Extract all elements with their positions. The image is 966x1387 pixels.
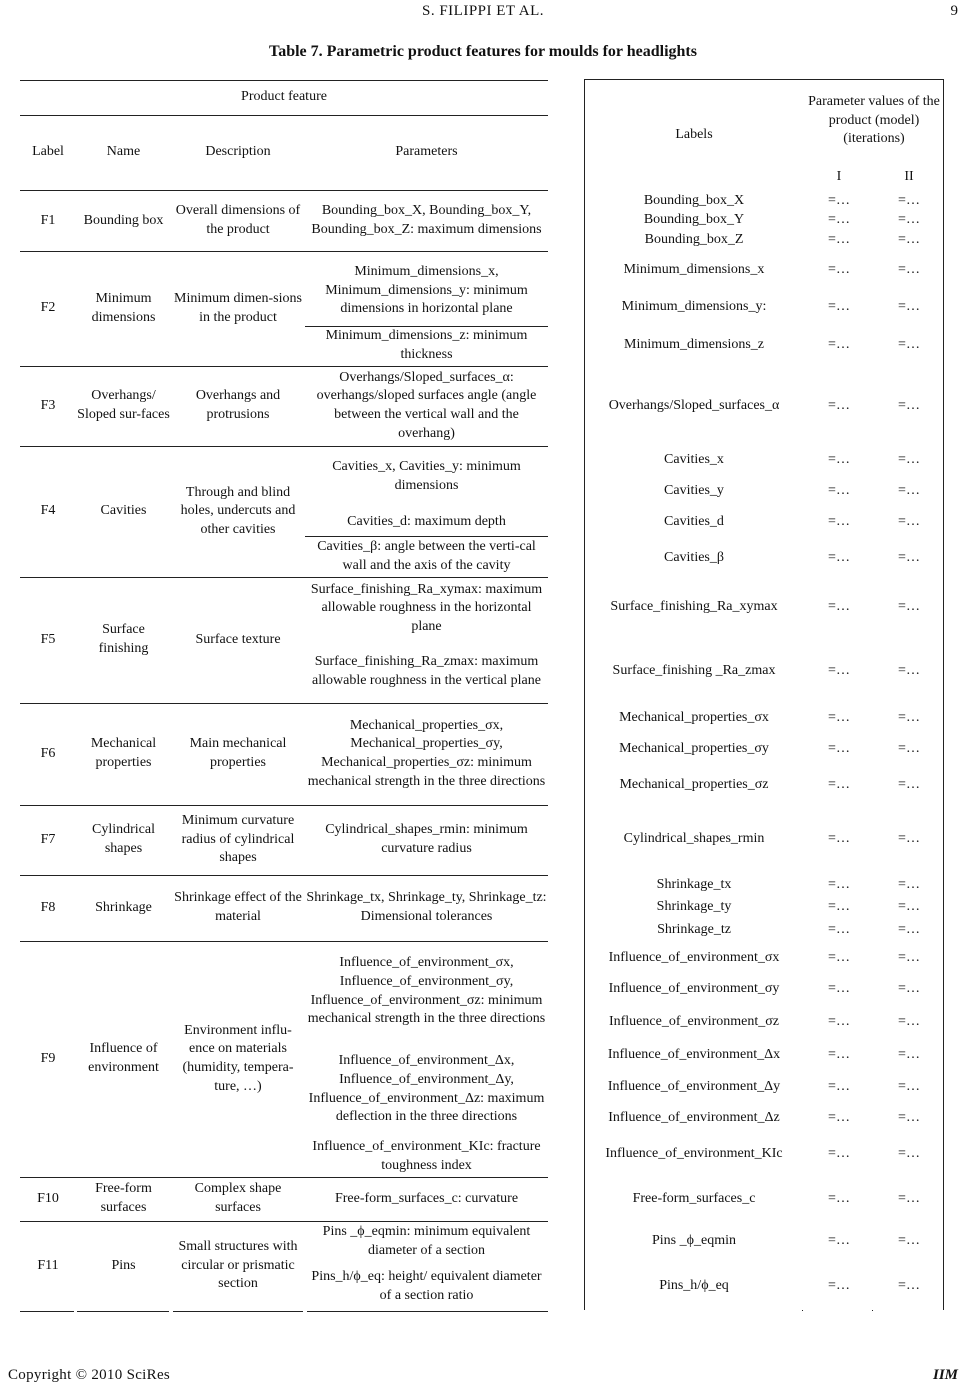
parameter-label: Mechanical_properties_σz xyxy=(619,776,769,792)
iteration-i-value: =… xyxy=(828,261,850,277)
iteration-i-value: =… xyxy=(828,662,850,678)
feature-parameter: Bounding_box_X, Bounding_box_Y, Bounding_box_Z: maximum dimensions xyxy=(311,203,542,237)
feature-parameter: Pins_h/ϕ_eq: height/ equivalent diameter of a section ratio xyxy=(311,1268,542,1303)
parameter-label: Cavities_x xyxy=(664,451,724,467)
iteration-i-value: =… xyxy=(828,1277,850,1293)
iteration-ii-value: =… xyxy=(898,549,920,565)
feature-name: Shrinkage xyxy=(95,899,152,915)
table-bottom-rule xyxy=(307,1311,548,1312)
parameter-label: Pins_h/ϕ_eq xyxy=(659,1277,729,1293)
feature-label: F1 xyxy=(40,212,56,228)
iteration-i-value: =… xyxy=(828,397,850,413)
parameter-label: Mechanical_properties_σy xyxy=(619,740,769,756)
feature-name: Mechanical properties xyxy=(90,736,157,770)
iteration-ii-value: =… xyxy=(898,211,920,227)
running-header: S. FILIPPI ET AL. xyxy=(422,3,544,19)
values-table-bottom-rule xyxy=(806,1310,872,1311)
iteration-ii-value: =… xyxy=(898,298,920,314)
parameter-label: Influence_of_environment_σy xyxy=(608,980,780,996)
feature-description: Shrinkage effect of the material xyxy=(174,890,302,924)
parameter-label: Shrinkage_tx xyxy=(656,876,732,892)
feature-name: Bounding box xyxy=(83,212,164,228)
feature-parameter: Overhangs/Sloped_surfaces_α: overhangs/sloped surfaces angle (angle between the vertical wall and the overhang) xyxy=(316,369,537,441)
column-header-parameter-values: Parameter values of the product (model) (iterations) xyxy=(808,94,940,147)
feature-name: Free-form surfaces xyxy=(95,1181,152,1215)
iteration-ii-value: =… xyxy=(898,921,920,937)
iteration-header-i: I xyxy=(836,168,842,184)
iteration-ii-value: =… xyxy=(898,1078,920,1094)
copyright-notice: Copyright © 2010 SciRes xyxy=(8,1367,171,1383)
feature-label: F10 xyxy=(37,1190,59,1206)
iteration-i-value: =… xyxy=(828,513,850,529)
iteration-ii-value: =… xyxy=(898,1145,920,1161)
table-bottom-rule xyxy=(77,1311,169,1312)
feature-label: F6 xyxy=(40,745,56,761)
iteration-ii-value: =… xyxy=(898,261,920,277)
iteration-i-value: =… xyxy=(828,298,850,314)
feature-name: Pins xyxy=(111,1257,136,1273)
parameter-label: Surface_finishing _Ra_zmax xyxy=(612,662,776,678)
feature-parameter: Influence_of_environment_Δx, Influence_of_environment_Δy, Influence_of_environment_Δz: maximum deflection in the three directions xyxy=(308,1053,545,1125)
iteration-ii-value: =… xyxy=(898,949,920,965)
iteration-ii-value: =… xyxy=(898,980,920,996)
iteration-ii-value: =… xyxy=(898,898,920,914)
iteration-ii-value: =… xyxy=(898,1013,920,1029)
iteration-ii-value: =… xyxy=(898,1232,920,1248)
feature-parameter: Free-form_surfaces_c: curvature xyxy=(334,1190,519,1206)
parameter-label: Influence_of_environment_Δy xyxy=(607,1078,781,1094)
parameter-label: Influence_of_environment_Δx xyxy=(607,1046,781,1062)
parameter-label: Cavities_d xyxy=(664,513,724,529)
feature-description: Overhangs and protrusions xyxy=(195,388,281,422)
parameter-label: Influence_of_environment_Δz xyxy=(608,1109,780,1125)
parameter-label: Influence_of_environment_KIc xyxy=(605,1145,783,1161)
feature-name: Minimum dimensions xyxy=(91,290,156,325)
iteration-ii-value: =… xyxy=(898,397,920,413)
feature-name: Cylindrical shapes xyxy=(92,822,155,856)
feature-parameter: Minimum_dimensions_x, Minimum_dimensions_y: minimum dimensions in horizontal plane xyxy=(325,264,528,317)
page-number: 9 xyxy=(950,3,958,19)
iteration-ii-value: =… xyxy=(898,662,920,678)
feature-parameter: Mechanical_properties_σx, Mechanical_properties_σy, Mechanical_properties_σz: minimum mechanical strength in the three directions xyxy=(307,717,546,789)
parameter-label: Mechanical_properties_σx xyxy=(619,709,769,725)
iteration-ii-value: =… xyxy=(898,876,920,892)
iteration-i-value: =… xyxy=(828,1013,850,1029)
column-header-parameters: Parameters xyxy=(395,144,458,160)
iteration-ii-value: =… xyxy=(898,1277,920,1293)
iteration-i-value: =… xyxy=(828,709,850,725)
parameter-label: Influence_of_environment_σx xyxy=(608,949,780,965)
parameter-label: Minimum_dimensions_x xyxy=(623,261,765,277)
iteration-i-value: =… xyxy=(828,830,850,846)
iteration-ii-value: =… xyxy=(898,192,920,208)
column-header-description: Description xyxy=(205,144,271,160)
feature-label: F9 xyxy=(40,1050,56,1066)
journal-abbreviation: IIM xyxy=(932,1367,958,1383)
parameter-label: Free-form_surfaces_c xyxy=(632,1190,756,1206)
column-header-label: Label xyxy=(32,144,64,160)
parameter-label: Influence_of_environment_σz xyxy=(608,1013,780,1029)
values-table-bottom-gap xyxy=(873,1308,876,1312)
feature-parameter: Surface_finishing_Ra_xymax: maximum allowable roughness in the horizontal plane xyxy=(310,581,543,634)
feature-parameter: Cavities_β: angle between the verti-cal wall and the axis of the cavity xyxy=(317,538,536,573)
feature-description: Complex shape surfaces xyxy=(194,1181,282,1215)
feature-parameter: Cavities_d: maximum depth xyxy=(347,513,506,529)
iteration-ii-value: =… xyxy=(898,451,920,467)
feature-label: F8 xyxy=(40,899,56,915)
iteration-i-value: =… xyxy=(828,949,850,965)
parameter-label: Bounding_box_Z xyxy=(644,231,744,247)
values-table-bottom-gap xyxy=(803,1308,806,1312)
feature-parameter: Minimum_dimensions_z: minimum thickness xyxy=(325,328,528,362)
feature-label: F5 xyxy=(40,631,56,647)
feature-label: F7 xyxy=(40,831,56,847)
iteration-ii-value: =… xyxy=(898,830,920,846)
table-bottom-rule xyxy=(20,1311,74,1312)
feature-parameter: Influence_of_environment_σx, Influence_of_environment_σy, Influence_of_environment_σz: minimum mechanical strength in the three directions xyxy=(307,955,546,1027)
iteration-ii-value: =… xyxy=(898,231,920,247)
iteration-i-value: =… xyxy=(828,336,850,352)
iteration-ii-value: =… xyxy=(898,482,920,498)
feature-label: F3 xyxy=(40,397,56,413)
group-header-product-feature: Product feature xyxy=(241,89,327,105)
feature-name: Influence of environment xyxy=(88,1041,159,1075)
feature-name: Surface finishing xyxy=(98,622,149,656)
feature-description: Minimum dimen-sions in the product xyxy=(174,290,302,325)
iteration-i-value: =… xyxy=(828,1078,850,1094)
iteration-i-value: =… xyxy=(828,898,850,914)
feature-description: Main mechanical properties xyxy=(189,736,287,770)
table-bottom-rule xyxy=(173,1311,303,1312)
column-header-name: Name xyxy=(106,144,141,160)
iteration-i-value: =… xyxy=(828,482,850,498)
feature-parameter: Influence_of_environment_KIc: fracture toughness index xyxy=(312,1139,541,1173)
iteration-ii-value: =… xyxy=(898,709,920,725)
feature-label: F4 xyxy=(40,503,56,519)
iteration-i-value: =… xyxy=(828,549,850,565)
iteration-ii-value: =… xyxy=(898,740,920,756)
iteration-i-value: =… xyxy=(828,231,850,247)
iteration-i-value: =… xyxy=(828,980,850,996)
feature-description: Through and blind holes, undercuts and other cavities xyxy=(180,484,296,537)
iteration-ii-value: =… xyxy=(898,513,920,529)
iteration-i-value: =… xyxy=(828,776,850,792)
feature-label: F11 xyxy=(37,1257,59,1273)
parameter-label: Pins _ϕ_eqmin xyxy=(652,1232,736,1248)
iteration-i-value: =… xyxy=(828,740,850,756)
iteration-i-value: =… xyxy=(828,921,850,937)
iteration-ii-value: =… xyxy=(898,1109,920,1125)
parameter-label: Minimum_dimensions_z xyxy=(624,336,764,352)
feature-parameter: Cylindrical_shapes_rmin: minimum curvature radius xyxy=(325,822,528,856)
feature-name: Cavities xyxy=(100,503,147,519)
iteration-i-value: =… xyxy=(828,451,850,467)
iteration-i-value: =… xyxy=(828,192,850,208)
parameter-label: Cavities_y xyxy=(664,482,724,498)
feature-parameter: Surface_finishing_Ra_zmax: maximum allowable roughness in the vertical plane xyxy=(312,653,541,688)
feature-label: F2 xyxy=(40,300,56,316)
parameter-label: Cylindrical_shapes_rmin xyxy=(623,830,765,846)
values-table-bottom-rule xyxy=(584,1310,802,1311)
parameter-label: Cavities_β xyxy=(663,549,724,565)
feature-parameter: Pins _ϕ_eqmin: minimum equivalent diameter of a section xyxy=(322,1223,531,1258)
iteration-i-value: =… xyxy=(828,876,850,892)
parameter-label: Shrinkage_ty xyxy=(656,898,732,914)
parameter-label: Minimum_dimensions_y: xyxy=(621,298,767,314)
parameter-label: Surface_finishing_Ra_xymax xyxy=(610,598,778,614)
iteration-ii-value: =… xyxy=(898,336,920,352)
iteration-ii-value: =… xyxy=(898,1190,920,1206)
feature-parameter: Shrinkage_tx, Shrinkage_ty, Shrinkage_tz: Dimensional tolerances xyxy=(306,890,547,924)
iteration-i-value: =… xyxy=(828,1232,850,1248)
iteration-ii-value: =… xyxy=(898,776,920,792)
iteration-ii-value: =… xyxy=(898,598,920,614)
iteration-i-value: =… xyxy=(828,1190,850,1206)
iteration-i-value: =… xyxy=(828,1145,850,1161)
table-title: Table 7. Parametric product features for moulds for headlights xyxy=(269,43,697,60)
iteration-ii-value: =… xyxy=(898,1046,920,1062)
values-table-bottom-rule xyxy=(876,1310,944,1311)
feature-description: Minimum curvature radius of cylindrical shapes xyxy=(181,813,295,866)
iteration-i-value: =… xyxy=(828,1046,850,1062)
feature-parameter: Cavities_x, Cavities_y: minimum dimensions xyxy=(332,459,521,493)
feature-description: Environment influ-ence on materials (humidity, tempera-ture, …) xyxy=(182,1022,294,1094)
iteration-header-ii: II xyxy=(904,168,914,184)
feature-description: Overall dimensions of the product xyxy=(175,203,301,237)
parameter-label: Overhangs/Sloped_surfaces_α xyxy=(608,397,780,413)
iteration-i-value: =… xyxy=(828,1109,850,1125)
column-header-labels: Labels xyxy=(675,126,713,142)
iteration-i-value: =… xyxy=(828,598,850,614)
parameter-label: Bounding_box_Y xyxy=(643,211,745,227)
feature-description: Small structures with circular or prismatic section xyxy=(178,1239,298,1292)
parameter-label: Bounding_box_X xyxy=(643,192,745,208)
iteration-i-value: =… xyxy=(828,211,850,227)
feature-description: Surface texture xyxy=(195,631,281,647)
feature-name: Overhangs/ Sloped sur-faces xyxy=(77,388,170,422)
parameter-label: Shrinkage_tz xyxy=(657,921,731,937)
